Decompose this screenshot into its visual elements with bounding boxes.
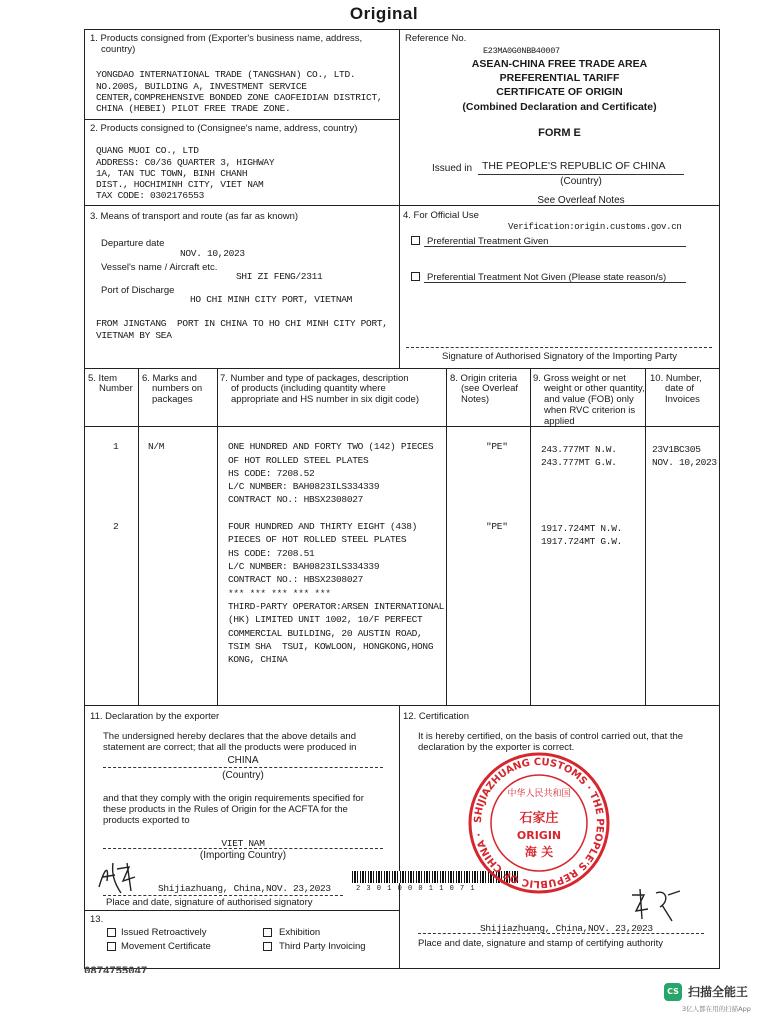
certification-p-1: It is hereby certified, on the basis of control carried out, that the — [418, 731, 684, 742]
departure-label: Departure date — [101, 238, 165, 249]
stamp-cn-bottom: 海 关 — [524, 845, 554, 859]
box13-label: 13. — [90, 914, 104, 925]
heading-line-4: (Combined Declaration and Certificate) — [462, 101, 657, 113]
heading-line-1: ASEAN-CHINA FREE TRADE AREA — [471, 58, 648, 70]
item1-invoice-number: 23V1BC305 — [652, 444, 701, 455]
item1-weight-nw: 243.777MT N.W. — [541, 444, 617, 455]
col-header-origin-1: 8. Origin criteria — [450, 373, 518, 384]
issued-retro-checkbox[interactable] — [107, 928, 116, 937]
third-party-checkbox[interactable] — [263, 942, 272, 951]
item1-desc-5: CONTRACT NO.: HBSX2308027 — [228, 494, 364, 505]
movement-cert-checkbox[interactable] — [107, 942, 116, 951]
exporter-place-date: Shijiazhuang, China,NOV. 23,2023 — [158, 883, 331, 894]
item2-desc-6: *** *** *** *** *** — [228, 588, 331, 599]
item1-invoice-date: NOV. 10,2023 — [652, 457, 717, 468]
box3-label: 3. Means of transport and route (as far as known) — [90, 211, 299, 222]
produced-country: CHINA — [227, 755, 259, 766]
importing-country-line — [103, 848, 383, 849]
importing-country-caption: (Importing Country) — [199, 850, 287, 861]
movement-cert-label: Movement Certificate — [121, 941, 211, 952]
produced-country-caption: (Country) — [222, 770, 264, 781]
declaration-p1-2: statement are correct; that all the products were produced in — [103, 742, 357, 753]
item2-desc-5: CONTRACT NO.: HBSX2308027 — [228, 574, 364, 585]
declaration-p1-1: The undersigned hereby declares that the above details and — [103, 731, 356, 742]
border-right — [719, 29, 720, 969]
vessel-label: Vessel's name / Aircraft etc. — [101, 262, 218, 273]
given-underline — [424, 246, 686, 247]
certifier-sign-line — [418, 933, 704, 934]
departure-value: NOV. 10,2023 — [180, 248, 245, 259]
consignee-line-2: ADDRESS: C0/36 QUARTER 3, HIGHWAY — [96, 157, 275, 168]
port-label: Port of Discharge — [101, 285, 175, 296]
exporter-sign-line — [103, 895, 343, 896]
not-given-underline — [424, 282, 686, 283]
item2-desc-9: COMMERCIAL BUILDING, 20 AUSTIN ROAD, — [228, 628, 423, 639]
issued-underline — [478, 174, 684, 175]
item2-desc-11: KONG, CHINA — [228, 654, 288, 665]
col-header-desc-1: 7. Number and type of packages, description — [220, 373, 409, 384]
customs-stamp — [468, 752, 610, 894]
divider-table-header — [84, 426, 719, 427]
issued-country: THE PEOPLE'S REPUBLIC OF CHINA — [482, 160, 666, 172]
exporter-line-1: YONGDAO INTERNATIONAL TRADE (TANGSHAN) CO., LTD. — [96, 69, 356, 80]
exporter-line-2: NO.200S, BUILDING A, INVESTMENT SERVICE — [96, 81, 307, 92]
item2-desc-4: L/C NUMBER: BAH0823ILS334339 — [228, 561, 380, 572]
certifier-signature — [626, 885, 686, 927]
declaration-p2-3: products exported to — [103, 815, 190, 826]
col-divider-1 — [138, 368, 139, 705]
item1-desc-3: HS CODE: 7208.52 — [228, 468, 315, 479]
issued-label: Issued in — [432, 163, 473, 174]
box12-label: 12. Certification — [403, 711, 470, 722]
col-header-invoice-1: 10. Number, — [650, 373, 702, 384]
item1-number: 1 — [113, 441, 119, 452]
exporter-line-3: CENTER,COMPREHENSIVE BONDED ZONE CAOFEIDIAN DISTRICT, — [96, 92, 383, 103]
border-top — [84, 29, 719, 30]
preferential-given-label: Preferential Treatment Given — [427, 236, 549, 247]
item1-origin: "PE" — [486, 441, 508, 452]
item1-marks: N/M — [148, 441, 165, 452]
col-header-invoice-2: date of — [665, 383, 695, 394]
third-party-label: Third Party Invoicing — [279, 941, 366, 952]
item2-desc-3: HS CODE: 7208.51 — [228, 548, 315, 559]
issued-retro-label: Issued Retroactively — [121, 927, 207, 938]
box4-label: 4. For Official Use — [403, 210, 479, 221]
col-header-item-2: Number — [99, 383, 133, 394]
document-title: Original — [349, 4, 419, 23]
col-divider-2 — [217, 368, 218, 705]
col-header-item-1: 5. Item — [88, 373, 118, 384]
item2-weight-nw: 1917.724MT N.W. — [541, 523, 623, 534]
divider-11-13 — [84, 910, 399, 911]
certifier-place-date: Shijiazhuang, China,NOV. 23,2023 — [480, 923, 653, 934]
item1-weight-gw: 243.777MT G.W. — [541, 457, 617, 468]
scanner-app-logo: CS — [664, 983, 682, 1001]
preferential-given-checkbox[interactable] — [411, 236, 420, 245]
col-divider-4 — [530, 368, 531, 705]
signatory-caption: Signature of Authorised Signatory of the Importing Party — [442, 351, 677, 362]
declaration-p2-1: and that they comply with the origin requirements specified for — [103, 793, 364, 804]
certification-p-2: declaration by the exporter is correct. — [418, 742, 575, 753]
item2-desc-1: FOUR HUNDRED AND THIRTY EIGHT (438) — [228, 521, 418, 532]
consignee-line-4: DIST., HOCHIMINH CITY, VIET NAM — [96, 179, 264, 190]
stamp-outer-text: SHIJIAZHUANG CUSTOMS · THE PEOPLE'S REPUBLIC OF CHINA · — [472, 756, 606, 890]
reference-label: Reference No. — [405, 33, 467, 44]
reference-number: E23MA0G0NBB40007 — [483, 46, 560, 56]
barcode-digits: 2 3 0 1 0 0 0 1 1 0 7 1 — [356, 885, 476, 893]
heading-line-2: PREFERENTIAL TARIFF — [499, 72, 620, 84]
border-bottom — [84, 968, 720, 969]
item2-number: 2 — [113, 521, 119, 532]
col-header-desc-3: appropriate and HS number in six digit code) — [231, 394, 419, 405]
route-line-2: VIETNAM BY SEA — [96, 330, 172, 341]
port-value: HO CHI MINH CITY PORT, VIETNAM — [190, 294, 353, 305]
exhibition-label: Exhibition — [279, 927, 321, 938]
route-line-1: FROM JINGTANG PORT IN CHINA TO HO CHI MINH CITY PORT, — [96, 318, 388, 329]
verification-url: Verification:origin.customs.gov.cn — [508, 222, 682, 232]
item1-desc-2: OF HOT ROLLED STEEL PLATES — [228, 455, 369, 466]
signatory-line — [406, 347, 712, 348]
col-header-weight-5: applied — [544, 416, 575, 427]
bottom-number: 0874755047 — [84, 966, 148, 973]
col-header-weight-3: and value (FOB) only — [544, 394, 634, 405]
scanner-app-name: 扫描全能王 — [688, 985, 749, 999]
certifier-caption: Place and date, signature and stamp of certifying authority — [418, 938, 664, 949]
box1-label-2: country) — [101, 44, 136, 55]
col-header-marks-3: packages — [152, 394, 193, 405]
declaration-p2-2: these products in the Rules of Origin for the ACFTA for the — [103, 804, 348, 815]
scanner-app-tagline: 3亿人都在用的扫描App — [682, 1005, 751, 1013]
exhibition-checkbox[interactable] — [263, 928, 272, 937]
divider-1-2 — [84, 119, 399, 120]
heading-line-3: CERTIFICATE OF ORIGIN — [496, 86, 623, 98]
form-title: FORM E — [538, 127, 581, 139]
stamp-origin: ORIGIN — [516, 829, 562, 842]
vessel-value: SHI ZI FENG/2311 — [236, 271, 323, 282]
consignee-line-3: 1A, TAN TUC TOWN, BINH CHANH — [96, 168, 248, 179]
item2-weight-gw: 1917.724MT G.W. — [541, 536, 623, 547]
item2-desc-8: (HK) LIMITED UNIT 1002, 10/F PERFECT — [228, 614, 423, 625]
col-header-invoice-3: Invoices — [665, 394, 700, 405]
exporter-signature — [95, 857, 147, 897]
border-left — [84, 29, 85, 969]
col-header-weight-4: when RVC criterion is — [544, 405, 636, 416]
divider-table-bottom — [84, 705, 719, 706]
box2-label: 2. Products consigned to (Consignee's name, address, country) — [90, 123, 358, 134]
consignee-line-5: TAX CODE: 0302176553 — [96, 190, 205, 201]
item2-desc-10: TSIM SHA TSUI, KOWLOON, HONGKONG,HONG — [228, 641, 434, 652]
col-header-origin-3: Notes) — [461, 394, 489, 405]
country-caption: (Country) — [560, 176, 602, 187]
item1-desc-4: L/C NUMBER: BAH0823ILS334339 — [228, 481, 380, 492]
importing-country: VIET NAM — [221, 838, 265, 849]
exporter-sign-caption: Place and date, signature of authorised signatory — [106, 897, 313, 908]
col-header-weight-1: 9. Gross weight or net — [533, 373, 626, 384]
produced-country-line — [103, 767, 383, 768]
item2-desc-2: PIECES OF HOT ROLLED STEEL PLATES — [228, 534, 407, 545]
col-divider-3 — [446, 368, 447, 705]
overleaf-notes: See Overleaf Notes — [537, 195, 625, 206]
col-header-desc-2: of products (including quantity where — [231, 383, 386, 394]
exporter-line-4: CHINA (HEBEI) PILOT FREE TRADE ZONE. — [96, 103, 291, 114]
item2-desc-7: THIRD-PARTY OPERATOR:ARSEN INTERNATIONAL — [228, 601, 445, 612]
divider-table-top — [84, 368, 719, 369]
item1-desc-1: ONE HUNDRED AND FORTY TWO (142) PIECES — [228, 441, 434, 452]
col-header-marks-2: numbers on — [152, 383, 203, 394]
col-header-origin-2: (see Overleaf — [461, 383, 519, 394]
col-header-marks-1: 6. Marks and — [142, 373, 197, 384]
item2-origin: "PE" — [486, 521, 508, 532]
col-divider-5 — [645, 368, 646, 705]
col-header-weight-2: weight or other quantity, — [544, 383, 645, 394]
consignee-line-1: QUANG MUOI CO., LTD — [96, 145, 199, 156]
preferential-not-given-checkbox[interactable] — [411, 272, 420, 281]
preferential-not-given-label: Preferential Treatment Not Given (Please state reason/s) — [427, 272, 667, 283]
stamp-cn-top: 中华人民共和国 — [507, 789, 571, 799]
stamp-cn-mid: 石家庄 — [519, 811, 559, 826]
divider-bottom-mid — [399, 705, 400, 968]
box1-label: 1. Products consigned from (Exporter's business name, address, — [90, 33, 363, 44]
box11-label: 11. Declaration by the exporter — [90, 711, 220, 722]
